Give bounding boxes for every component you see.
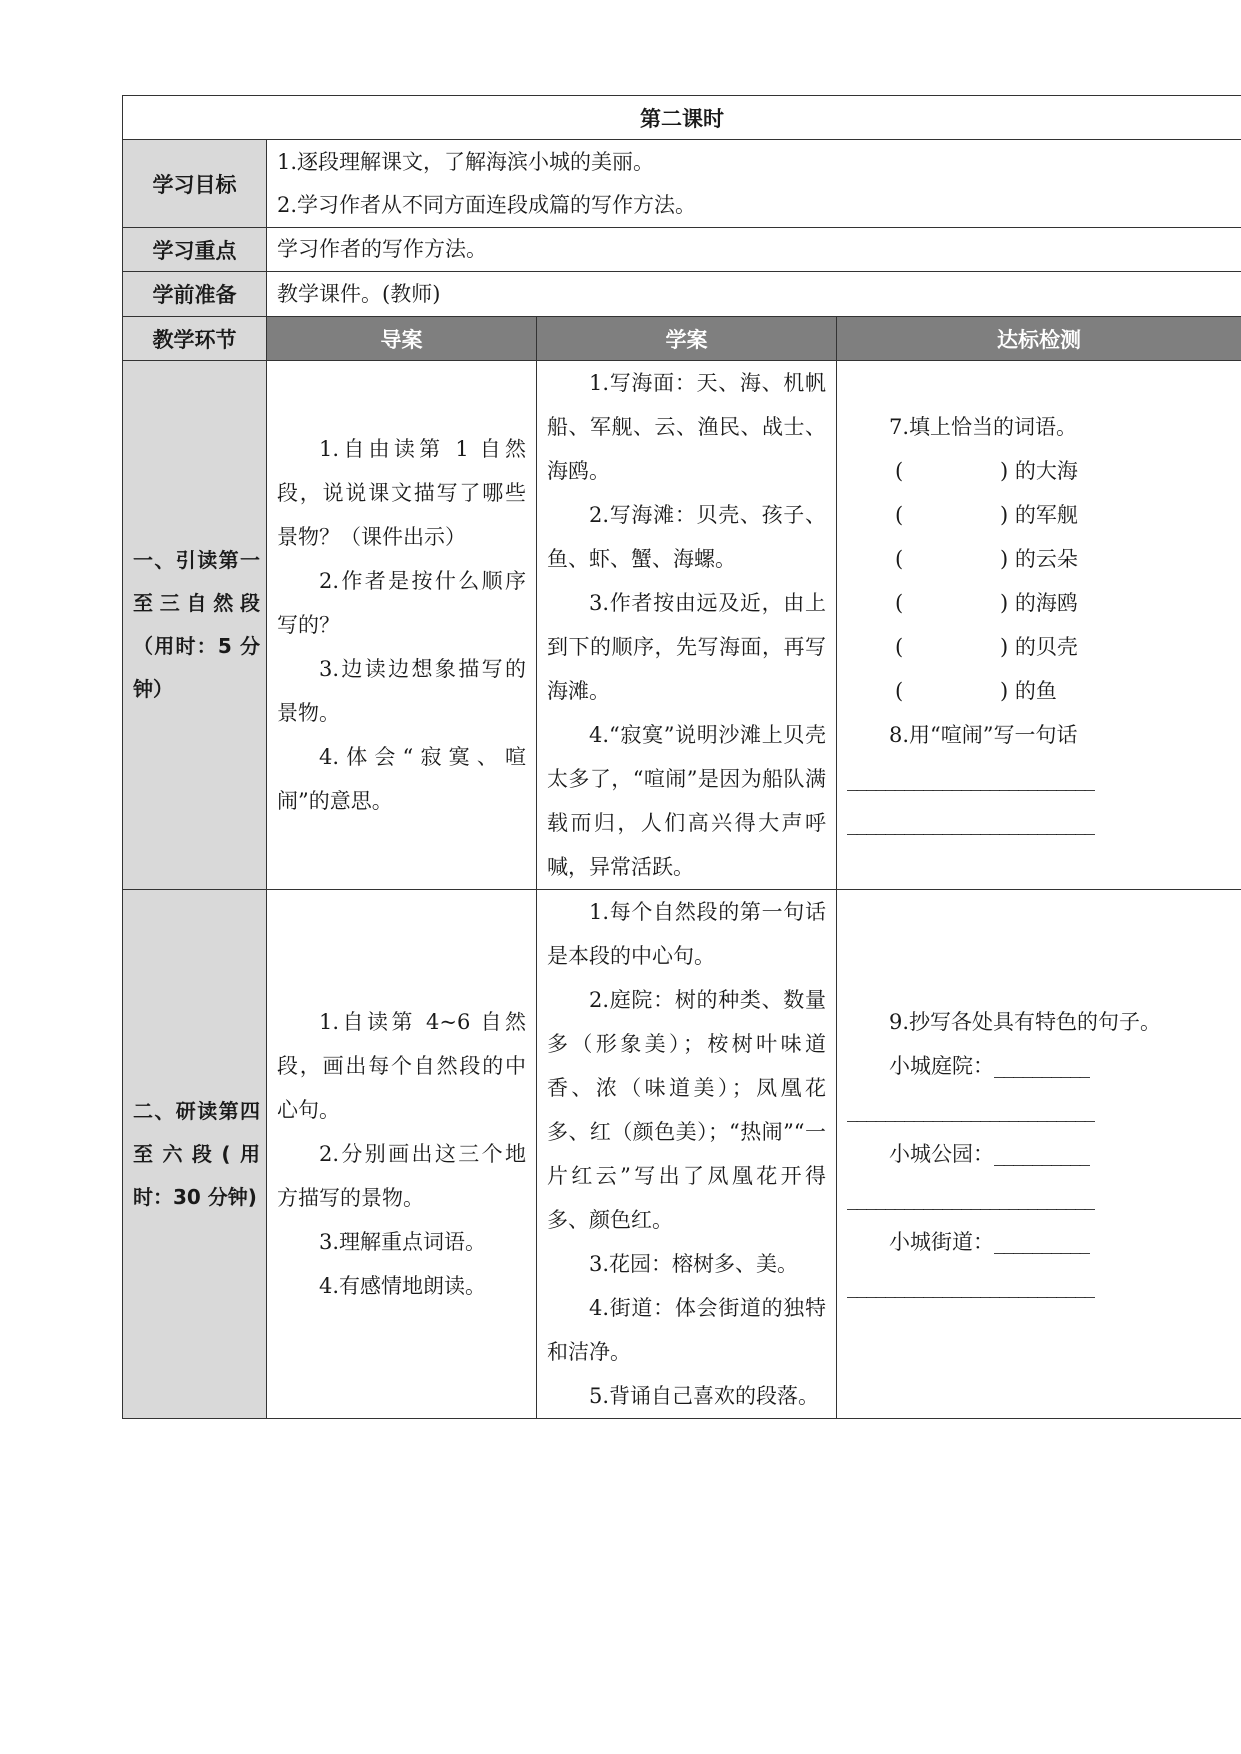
fill-blank-row: ( ) 的云朵 xyxy=(895,547,1078,571)
answer-line: __________________________ xyxy=(847,767,1094,791)
answer-line: __________________________ xyxy=(847,1098,1094,1122)
section2-guide xyxy=(267,890,537,1419)
study-item: 2.庭院：树的种类、数量多（形象美）；桉树叶味道香、浓（味道美）；凤凰花多、红（颜色美）；“热闹”“一片红云”写出了凤凰花开得多、颜色红。 xyxy=(547,988,826,1232)
fill-blank-row: ( ) 的贝壳 xyxy=(895,635,1078,659)
section2-check xyxy=(837,890,1241,1419)
study-item: 4.街道：体会街道的独特和洁净。 xyxy=(547,1296,826,1364)
copy-item: 小城街道：__________ xyxy=(889,1230,1089,1254)
copy-item: 小城公园：__________ xyxy=(889,1142,1089,1166)
guide-item: 3.边读边想象描写的景物。 xyxy=(277,657,526,725)
guide-item: 4.有感情地朗读。 xyxy=(319,1274,487,1298)
goals-label: 学习目标 xyxy=(123,140,267,228)
study-item: 5.背诵自己喜欢的段落。 xyxy=(589,1384,820,1408)
blank-suffix: 的大海 xyxy=(1014,459,1078,483)
blank-suffix: 的军舰 xyxy=(1014,503,1078,527)
guide-item: 1.自读第 4~6 自然段，画出每个自然段的中心句。 xyxy=(277,1010,526,1122)
focus-label: 学习重点 xyxy=(123,228,267,272)
section2-study xyxy=(537,890,837,1419)
blank-suffix: 的云朵 xyxy=(1014,547,1078,571)
question-7: 7.填上恰当的词语。 xyxy=(889,415,1078,439)
guide-item: 2.分别画出这三个地方描写的景物。 xyxy=(277,1142,526,1210)
fill-blank-row: ( ) 的军舰 xyxy=(895,503,1078,527)
section1-stage: 一、引读第一至三自然段（用时：5 分钟） xyxy=(123,361,267,890)
section1-guide xyxy=(267,361,537,890)
lesson-title: 第二课时 xyxy=(123,96,1241,140)
section1-check xyxy=(837,361,1241,890)
answer-line: __________________________ xyxy=(847,1186,1094,1210)
fill-blank-row: ( ) 的鱼 xyxy=(895,679,1057,703)
guide-header: 导案 xyxy=(267,317,537,361)
study-item: 2.写海滩：贝壳、孩子、鱼、虾、蟹、海螺。 xyxy=(547,503,826,571)
guide-item: 1.自由读第 1 自然段，说说课文描写了哪些景物？（课件出示） xyxy=(277,437,526,549)
stage-header: 教学环节 xyxy=(123,317,267,361)
goal-item: 1.逐段理解课文，了解海滨小城的美丽。 xyxy=(277,149,655,174)
section1-study xyxy=(537,361,837,890)
study-item: 3.作者按由远及近，由上到下的顺序，先写海面，再写海滩。 xyxy=(547,591,826,703)
prep-label: 学前准备 xyxy=(123,272,267,317)
study-header: 学案 xyxy=(537,317,837,361)
study-item: 3.花园：榕树多、美。 xyxy=(589,1252,799,1276)
guide-item: 3.理解重点词语。 xyxy=(319,1230,487,1254)
answer-line: __________________________ xyxy=(847,1274,1094,1298)
goals-content xyxy=(267,140,1241,228)
fill-blank-row: ( ) 的大海 xyxy=(895,459,1078,483)
check-header: 达标检测 xyxy=(837,317,1241,361)
lesson-plan-sheet xyxy=(122,95,1241,1419)
section2-stage: 二、研读第四至六段(用时：30 分钟) xyxy=(123,890,267,1419)
guide-item: 2.作者是按什么顺序写的？ xyxy=(277,569,526,637)
study-item: 4.“寂寞”说明沙滩上贝壳太多了，“喧闹”是因为船队满载而归，人们高兴得大声呼喊，异常活跃。 xyxy=(547,723,826,879)
answer-line: __________________________ xyxy=(847,811,1094,835)
question-8: 8.用“喧闹”写一句话 xyxy=(889,723,1078,747)
blank-suffix: 的海鸥 xyxy=(1014,591,1078,615)
study-item: 1.每个自然段的第一句话是本段的中心句。 xyxy=(547,900,826,968)
guide-item: 4.体会“寂寞、喧闹”的意思。 xyxy=(277,745,526,813)
prep-text: 教学课件。(教师) xyxy=(267,272,1241,317)
blank-suffix: 的贝壳 xyxy=(1014,635,1078,659)
study-item: 1.写海面：天、海、机帆船、军舰、云、渔民、战士、海鸥。 xyxy=(547,371,826,483)
blank-suffix: 的鱼 xyxy=(1014,679,1057,703)
question-9: 9.抄写各处具有特色的句子。 xyxy=(889,1010,1162,1034)
fill-blank-row: ( ) 的海鸥 xyxy=(895,591,1078,615)
focus-text: 学习作者的写作方法。 xyxy=(267,228,1241,272)
goal-item: 2.学习作者从不同方面连段成篇的写作方法。 xyxy=(277,192,697,217)
lesson-plan-table xyxy=(122,95,1241,1419)
copy-item: 小城庭院：__________ xyxy=(889,1054,1089,1078)
